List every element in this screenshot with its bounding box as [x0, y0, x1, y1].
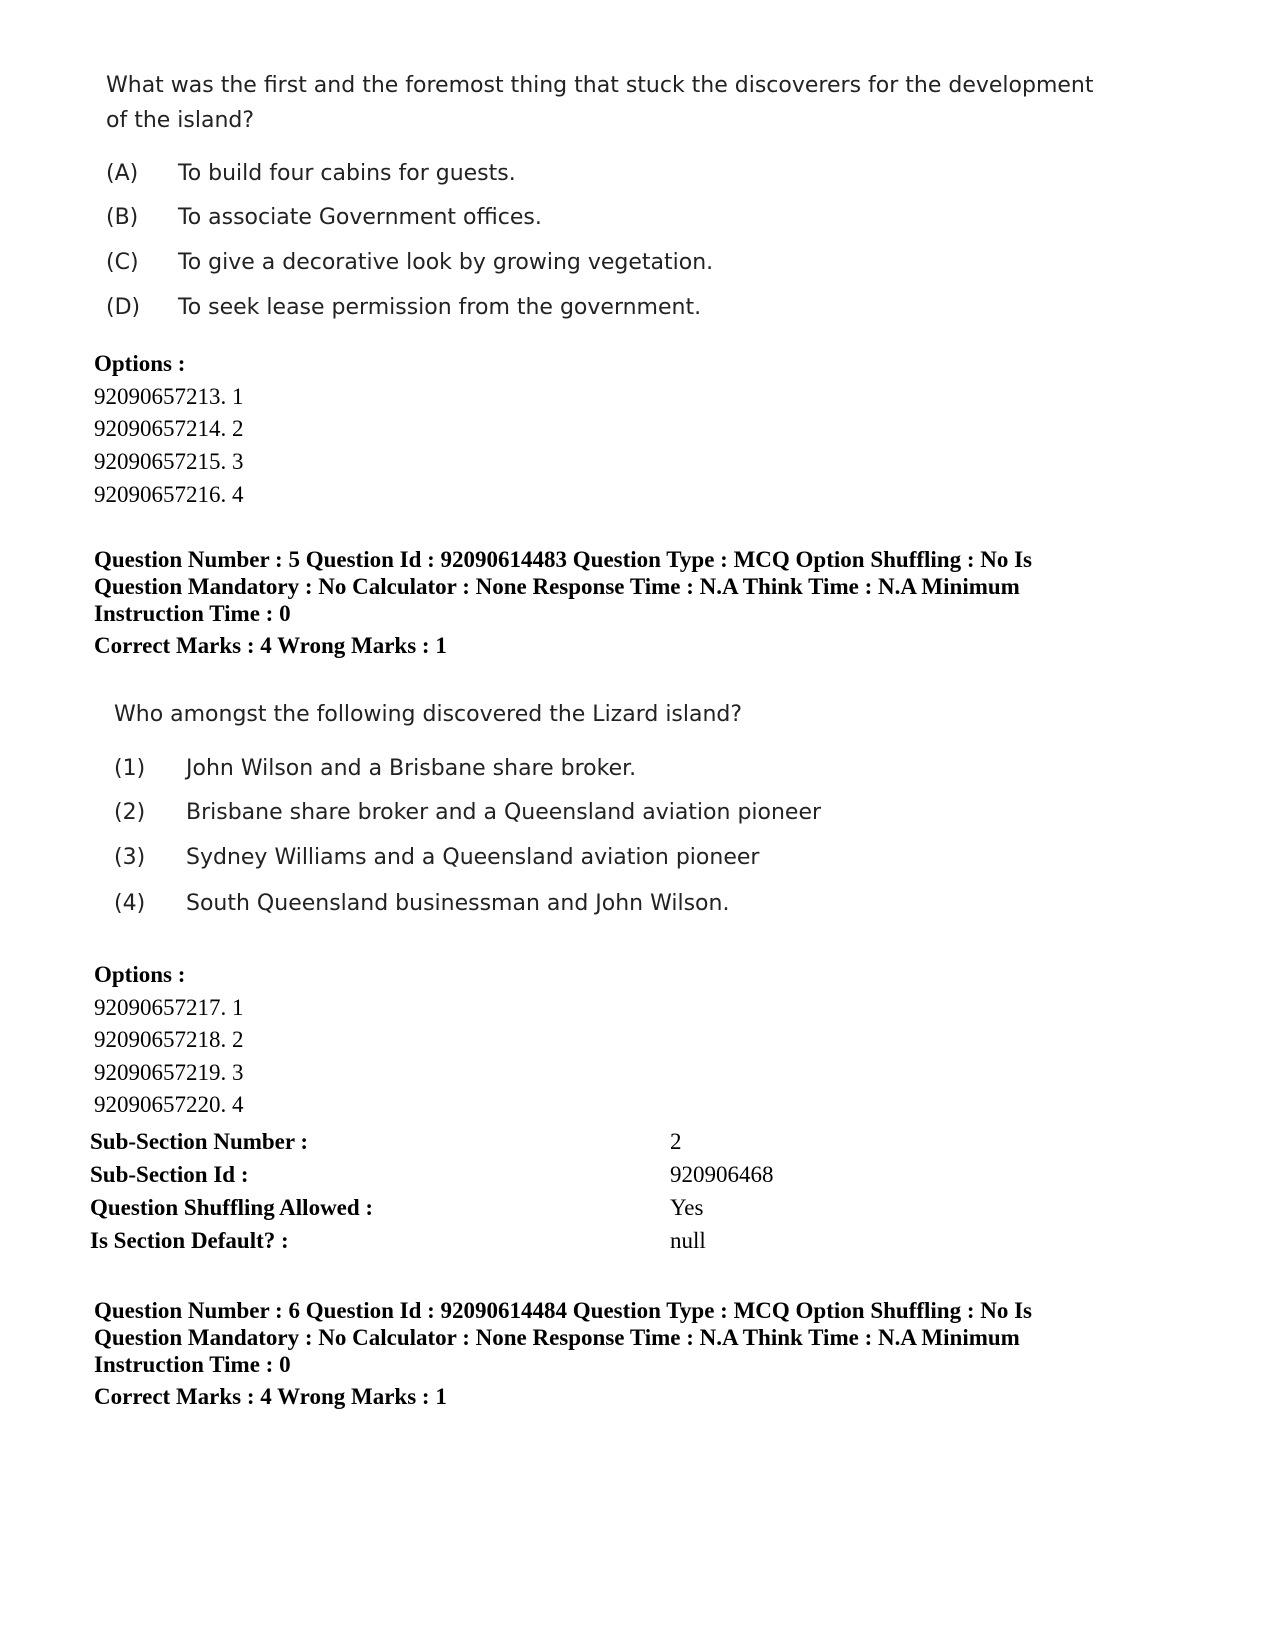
question-5-meta — [94, 546, 1234, 627]
option-label: (4) — [114, 891, 146, 916]
option-label: (1) — [114, 756, 146, 781]
subsection-value: 920906468 — [670, 1162, 774, 1187]
option-id: 92090657215. 3 — [94, 449, 244, 474]
subsection-label: Sub-Section Number : — [90, 1129, 309, 1154]
option-text: To build four cabins for guests. — [178, 161, 516, 186]
question-4-text — [106, 68, 1106, 138]
question-6-marks: Correct Marks : 4 Wrong Marks : 1 — [94, 1384, 447, 1409]
option-id: 92090657219. 3 — [94, 1060, 244, 1085]
meta-line: Question Number : 6 Question Id : 92090614484 Question Type : MCQ Option Shuffling : No Is — [94, 1298, 1033, 1323]
option-label: (2) — [114, 800, 146, 825]
option-label: (A) — [106, 161, 139, 186]
question-4-line: What was the first and the foremost thing that stuck the discoverers for the development — [106, 73, 1094, 98]
option-text: South Queensland businessman and John Wilson. — [186, 891, 730, 916]
option-text: Sydney Williams and a Queensland aviation pioneer — [186, 845, 760, 870]
question-4-block — [106, 68, 1106, 138]
option-id: 92090657220. 4 — [94, 1092, 244, 1117]
subsection-value: null — [670, 1228, 706, 1253]
option-label: (B) — [106, 205, 139, 230]
options-heading: Options : — [94, 962, 186, 987]
question-5-marks: Correct Marks : 4 Wrong Marks : 1 — [94, 633, 447, 658]
option-label: (3) — [114, 845, 146, 870]
subsection-label: Question Shuffling Allowed : — [90, 1195, 374, 1220]
option-id: 92090657218. 2 — [94, 1027, 244, 1052]
subsection-value: Yes — [670, 1195, 704, 1220]
option-text: To seek lease permission from the government. — [178, 295, 702, 320]
subsection-label: Is Section Default? : — [90, 1228, 289, 1253]
option-text: To associate Government offices. — [178, 205, 542, 230]
meta-line: Question Mandatory : No Calculator : None Response Time : N.A Think Time : N.A Minimum — [94, 574, 1020, 599]
option-text: Brisbane share broker and a Queensland aviation pioneer — [186, 800, 822, 825]
subsection-value: 2 — [670, 1129, 682, 1154]
options-heading: Options : — [94, 351, 186, 376]
meta-line: Instruction Time : 0 — [94, 1352, 291, 1377]
option-label: (D) — [106, 295, 141, 320]
subsection-label: Sub-Section Id : — [90, 1162, 249, 1187]
question-4-line: of the island? — [106, 108, 255, 133]
meta-line: Instruction Time : 0 — [94, 601, 291, 626]
question-5-text: Who amongst the following discovered the Lizard island? — [114, 702, 743, 727]
meta-line: Question Number : 5 Question Id : 92090614483 Question Type : MCQ Option Shuffling : No Is — [94, 547, 1033, 572]
question-6-meta — [94, 1297, 1234, 1378]
option-text: John Wilson and a Brisbane share broker. — [186, 756, 637, 781]
option-id: 92090657213. 1 — [94, 384, 244, 409]
option-label: (C) — [106, 250, 139, 275]
option-text: To give a decorative look by growing vegetation. — [178, 250, 714, 275]
option-id: 92090657216. 4 — [94, 482, 244, 507]
option-id: 92090657217. 1 — [94, 995, 244, 1020]
meta-line: Question Mandatory : No Calculator : None Response Time : N.A Think Time : N.A Minimum — [94, 1325, 1020, 1350]
option-id: 92090657214. 2 — [94, 416, 244, 441]
